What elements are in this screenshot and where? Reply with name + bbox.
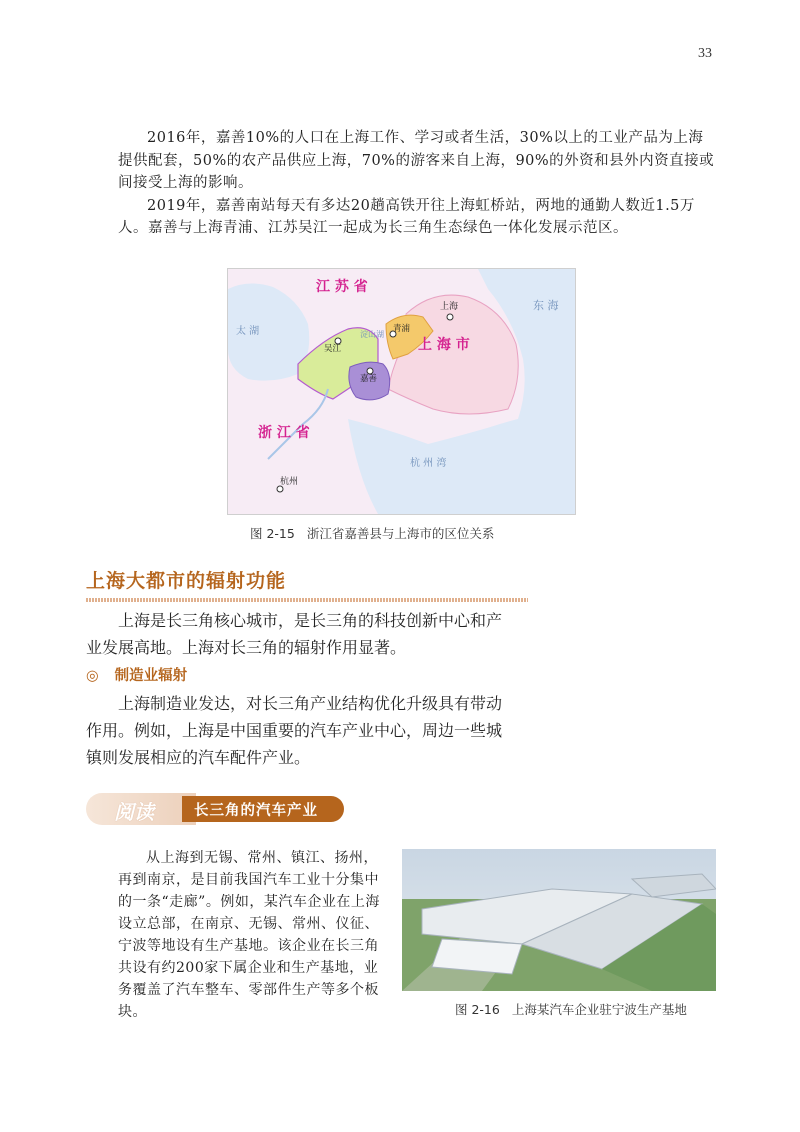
- factory-photo-svg: [402, 849, 716, 991]
- label-zhejiang: 浙 江 省: [258, 425, 310, 441]
- label-dianshanhu: 淀山湖: [360, 330, 384, 339]
- reading-paragraph: 从上海到无锡、常州、镇江、扬州，再到南京，是目前我国汽车工业十分集中的一条“走廊”。例如，某汽车企业在上海设立总部，在南京、无锡、常州、仪征、宁波等地设有生产基地。该企业在长三角共设有约200家下属企业和生产基地，业务覆盖了汽车整车、零部件生产等多个板块。: [118, 850, 380, 1020]
- intro-paragraph-2: 2019年，嘉善南站每天有多达20趟高铁开往上海虹桥站，两地的通勤人数近1.5万人。嘉善与上海青浦、江苏吴江一起成为长三角生态绿色一体化发展示范区。: [118, 197, 695, 236]
- reading-banner: [86, 793, 344, 825]
- reading-tag: [86, 793, 196, 825]
- label-wujiang: 吴江: [324, 344, 342, 354]
- subheading-title: 制造业辐射: [114, 668, 188, 684]
- label-shanghai-city: 上 海 市: [418, 337, 470, 353]
- label-shanghai: 上海: [440, 302, 459, 312]
- intro-text: [118, 127, 718, 240]
- figure-2-15-caption: [250, 524, 494, 542]
- section-divider: [86, 598, 528, 602]
- reading-title: 长三角的汽车产业: [194, 803, 318, 819]
- manufacturing-paragraph: 上海制造业发达，对长三角产业结构优化升级具有带动作用。例如，上海是中国重要的汽车产业中心，周边一些城镇则发展相应的汽车配件产业。: [86, 694, 503, 767]
- label-qingpu: 青浦: [393, 324, 411, 334]
- section-heading: 上海大都市的辐射功能: [86, 570, 287, 592]
- page-number: 33: [698, 46, 712, 61]
- factory-photo: [402, 849, 716, 991]
- label-hangzhouwan: 杭 州 湾: [410, 458, 447, 469]
- figure-2-15-number: 图 2-15: [250, 526, 295, 541]
- label-jiashan: 嘉善: [360, 374, 378, 384]
- shanghai-marker: [447, 314, 453, 320]
- circle-mark-icon: ◎: [86, 668, 99, 684]
- reading-tag-label: 阅读: [114, 800, 154, 824]
- reading-title-box: [182, 796, 344, 822]
- subheading-manufacturing: [86, 664, 187, 685]
- reading-text: [118, 847, 392, 1023]
- figure-2-16-title: 上海某汽车企业驻宁波生产基地: [511, 1002, 687, 1017]
- location-map: [227, 268, 576, 515]
- section-body: [86, 607, 516, 661]
- intro-paragraph-1: 2016年，嘉善10%的人口在上海工作、学习或者生活，30%以上的工业产品为上海提供配套，50%的农产品供应上海，70%的游客来自上海，90%的外资和县外内资直接或间接受上海的影响。: [118, 130, 715, 191]
- label-hangzhou: 杭州: [280, 477, 299, 487]
- label-taihu: 太 湖: [236, 326, 260, 337]
- figure-2-16-caption: [455, 1000, 687, 1018]
- section-paragraph: 上海是长三角核心城市，是长三角的科技创新中心和产业发展高地。上海对长三角的辐射作用显著。: [86, 611, 503, 657]
- label-donghai: 东 海: [533, 299, 559, 312]
- figure-2-15-title: 浙江省嘉善县与上海市的区位关系: [306, 526, 495, 541]
- label-jiangsu: 江 苏 省: [316, 279, 368, 295]
- map-svg: [228, 269, 575, 514]
- manufacturing-body: [86, 690, 516, 771]
- figure-2-16-number: 图 2-16: [455, 1002, 500, 1017]
